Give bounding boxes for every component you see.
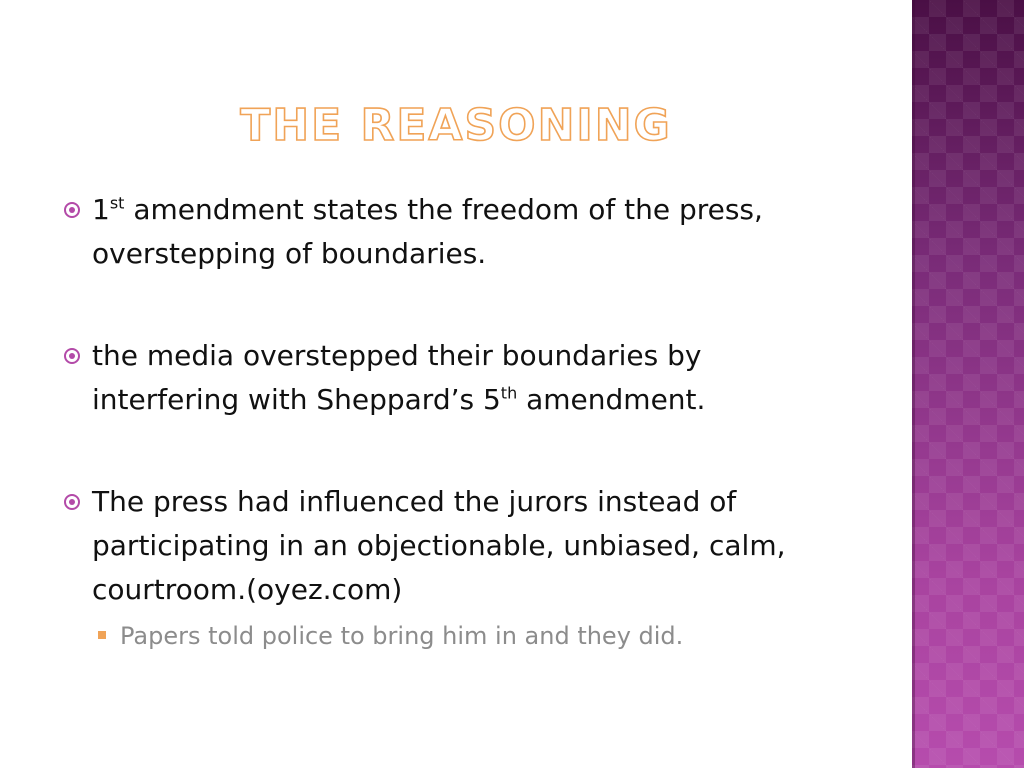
side-band-edge <box>912 0 915 768</box>
sub-bullet-item-1 <box>96 618 842 654</box>
bullet-1-post: amendment states the freedom of the press, overstepping of boundaries. <box>92 193 763 270</box>
bullet-item-1 <box>62 188 842 276</box>
radio-circle-icon <box>64 348 80 364</box>
bullet-list <box>62 188 842 654</box>
sub-bullet-1-text: Papers told police to bring him in and they did. <box>120 622 684 650</box>
slide-title: THE REASONING <box>240 100 672 151</box>
bullet-item-2 <box>62 334 842 422</box>
bullet-2-sup: th <box>500 383 518 403</box>
bullet-3-text: The press had influenced the jurors instead of participating in an objectionable, unbiased, calm, courtroom.(oyez.com) <box>92 485 786 606</box>
bullet-2-post: amendment. <box>517 383 706 416</box>
radio-circle-icon <box>64 202 80 218</box>
radio-circle-icon <box>64 494 80 510</box>
square-icon <box>98 631 106 639</box>
decorative-side-band <box>912 0 1024 768</box>
bullet-item-3 <box>62 480 842 612</box>
bullet-1-pre: 1 <box>92 193 110 226</box>
bullet-2-pre: the media overstepped their boundaries by interfering with Sheppard’s 5 <box>92 339 702 416</box>
bullet-1-sup: st <box>109 193 125 213</box>
